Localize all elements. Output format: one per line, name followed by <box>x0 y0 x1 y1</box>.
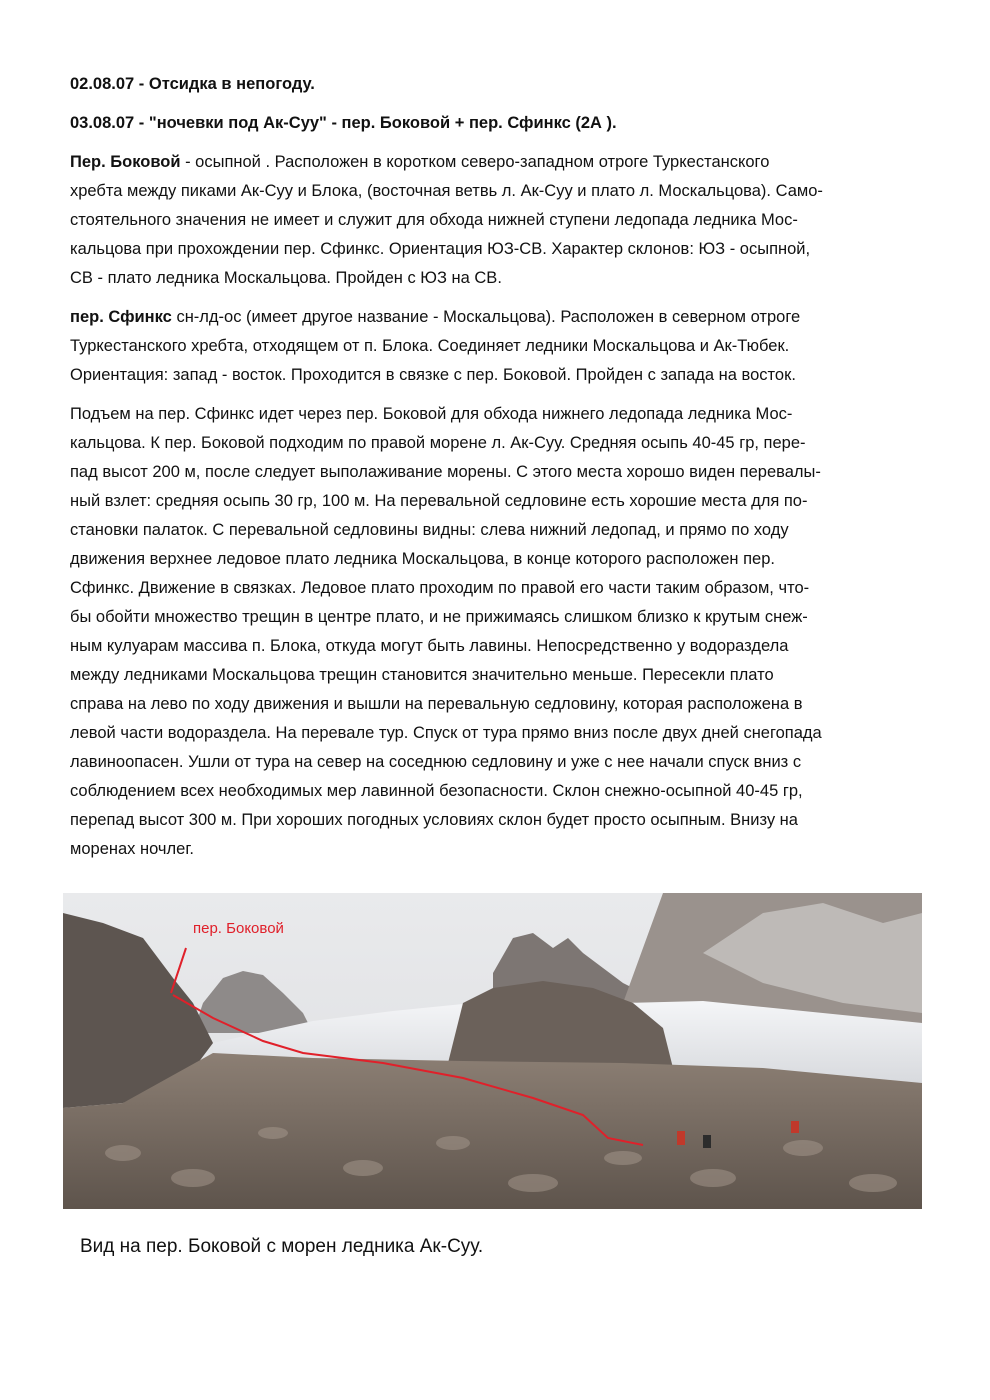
paragraph-line: лавиноопасен. Ушли от тура на север на соседнюю седловину и уже с нее начали спуск вниз с <box>70 753 802 771</box>
paragraph-line: Подъем на пер. Сфинкс идет через пер. Боковой для обхода нижнего ледопада ледника Мос- <box>70 405 793 423</box>
pass-name-bokovoi: Пер. Боковой <box>70 153 181 171</box>
report-text <box>70 70 930 874</box>
paragraph-sfinks <box>70 303 930 390</box>
pass-name-sfinks: пер. Сфинкс <box>70 308 172 326</box>
mountain-photo-illustration <box>63 893 922 1209</box>
entry-date-1: 02.08.07 - Отсидка в непогоду. <box>70 75 315 93</box>
paragraph-line: бы обойти множество трещин в центре плато, и не прижимаясь слишком близко к крутым снеж- <box>70 608 808 626</box>
paragraph-line: становки палаток. С перевальной седловины видны: слева нижний ледопад, и прямо по ходу <box>70 521 789 539</box>
photo-caption: Вид на пер. Боковой с морен ледника Ак-Суу. <box>80 1236 484 1257</box>
paragraph-line: Туркестанского хребта, отходящем от п. Блока. Соединяет ледники Москальцова и Ак-Тюбек. <box>70 337 790 355</box>
paragraph-line: ным кулуарам массива п. Блока, откуда могут быть лавины. Непосредственно у водораздела <box>70 637 789 655</box>
paragraph-line: перепад высот 300 м. При хороших погодных условиях склон будет просто осыпным. Внизу на <box>70 811 798 829</box>
paragraph-line: соблюдением всех необходимых мер лавинной безопасности. Склон снежно-осыпной 40-45 гр, <box>70 782 803 800</box>
paragraph-line: между ледниками Москальцова трещин становится значительно меньше. Пересекли плато <box>70 666 774 684</box>
entry-date-2: 03.08.07 - "ночевки под Ак-Суу" - пер. Боковой + пер. Сфинкс (2А ). <box>70 114 617 132</box>
paragraph-bokovoi <box>70 148 930 293</box>
paragraph-line: хребта между пиками Ак-Суу и Блока, (восточная ветвь л. Ак-Суу и плато л. Москальцова). Само- <box>70 182 823 200</box>
paragraph-line: кальцова. К пер. Боковой подходим по правой морене л. Ак-Суу. Средняя осыпь 40-45 гр, пере- <box>70 434 806 452</box>
paragraph-line: стоятельного значения не имеет и служит для обхода нижней ступени ледопада ледника Мос- <box>70 211 798 229</box>
pass-label: пер. Боковой <box>193 920 284 937</box>
paragraph-line: движения верхнее ледовое плато ледника Москальцова, в конце которого расположен пер. <box>70 550 775 568</box>
paragraph-line: Сфинкс. Движение в связках. Ледовое плато проходим по правой его части таким образом, что- <box>70 579 810 597</box>
mountain-photo <box>63 893 922 1209</box>
paragraph-line: левой части водораздела. На перевале тур. Спуск от тура прямо вниз после двух дней снегопада <box>70 724 822 742</box>
paragraph-line: СВ - плато ледника Москальцова. Пройден с ЮЗ на СВ. <box>70 269 502 287</box>
paragraph-line: пер. Сфинкс сн-лд-ос (имеет другое название - Москальцова). Расположен в северном отроге <box>70 308 801 326</box>
paragraph-line: моренах ночлег. <box>70 840 194 858</box>
paragraph-line: Пер. Боковой - осыпной . Расположен в коротком северо-западном отроге Туркестанского <box>70 153 770 171</box>
paragraph-line: пад высот 200 м, после следует выполаживание морены. С этого места хорошо виден перевалы- <box>70 463 821 481</box>
paragraph-line: справа на лево по ходу движения и вышли на перевальную седловину, которая расположена в <box>70 695 803 713</box>
paragraph-ascent <box>70 400 930 864</box>
paragraph-line: кальцова при прохождении пер. Сфинкс. Ориентация ЮЗ-СВ. Характер склонов: ЮЗ - осыпной, <box>70 240 811 258</box>
paragraph-line: Ориентация: запад - восток. Проходится в связке с пер. Боковой. Пройден с запада на восток. <box>70 366 796 384</box>
paragraph-line: ный взлет: средняя осыпь 30 гр, 100 м. На перевальной седловине есть хорошие места для по- <box>70 492 808 510</box>
